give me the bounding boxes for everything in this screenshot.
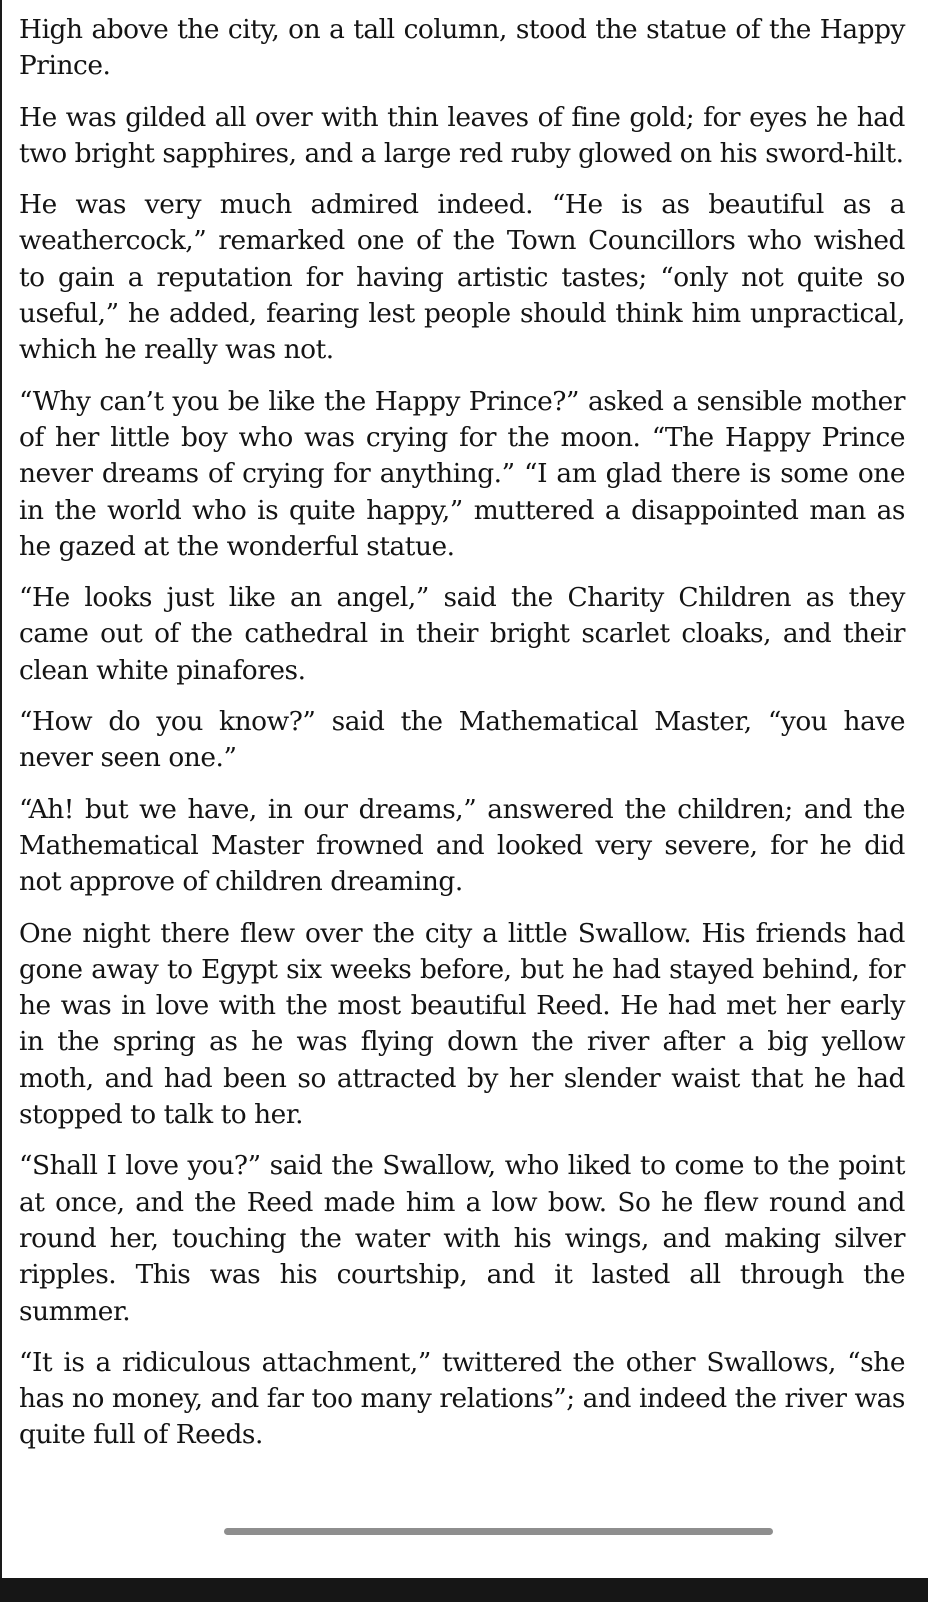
bottom-bar	[0, 1578, 928, 1602]
paragraph-2: He was gilded all over with thin leaves of fine gold; for eyes he had two bright sapphires, and a large red ruby glowed on his sword-hilt.	[19, 101, 905, 169]
paragraph-3: He was very much admired indeed. “He is as beautiful as a weathercock,” remarked one of the Town Councillors who wished to gain a reputation for having artistic tastes; “only not quite so useful,” he added, fearing lest people should think him unpractical, which he really was not.	[19, 189, 905, 366]
page-edge-divider	[0, 0, 2, 1578]
home-indicator[interactable]	[224, 1528, 773, 1535]
paragraph-10: “It is a ridiculous attachment,” twittered the other Swallows, “she has no money, and far too many relations”; and indeed the river was quite full of Reeds.	[19, 1346, 905, 1451]
paragraph-1: High above the city, on a tall column, stood the statue of the Happy Prince.	[19, 14, 905, 82]
paragraph-4: “Why can’t you be like the Happy Prince?” asked a sensible mother of her little boy who was crying for the moon. “The Happy Prince never dreams of crying for anything.” “I am glad there is some one in the world who is quite happy,” muttered a disappointed man as he gazed at the wonderful statue.	[19, 385, 905, 562]
paragraph-6: “How do you know?” said the Mathematical Master, “you have never seen one.”	[19, 706, 905, 774]
paragraph-8: One night there flew over the city a little Swallow. His friends had gone away to Egypt six weeks before, but he had stayed behind, for he was in love with the most beautiful Reed. He had met her early in the spring as he was flying down the river after a big yellow moth, and had been so attracted by her slender waist that he had stopped to talk to her.	[19, 917, 905, 1131]
paragraph-7: “Ah! but we have, in our dreams,” answered the children; and the Mathematical Master frowned and looked very severe, for he did not approve of children dreaming.	[19, 793, 905, 898]
paragraph-5: “He looks just like an angel,” said the Charity Children as they came out of the cathedral in their bright scarlet cloaks, and their clean white pinafores.	[19, 582, 905, 686]
reading-pane[interactable]	[19, 12, 905, 1469]
paragraph-9: “Shall I love you?” said the Swallow, who liked to come to the point at once, and the Reed made him a low bow. So he flew round and round her, touching the water with his wings, and making silver ripples. This was his courtship, and it lasted all through the summer.	[19, 1150, 905, 1327]
